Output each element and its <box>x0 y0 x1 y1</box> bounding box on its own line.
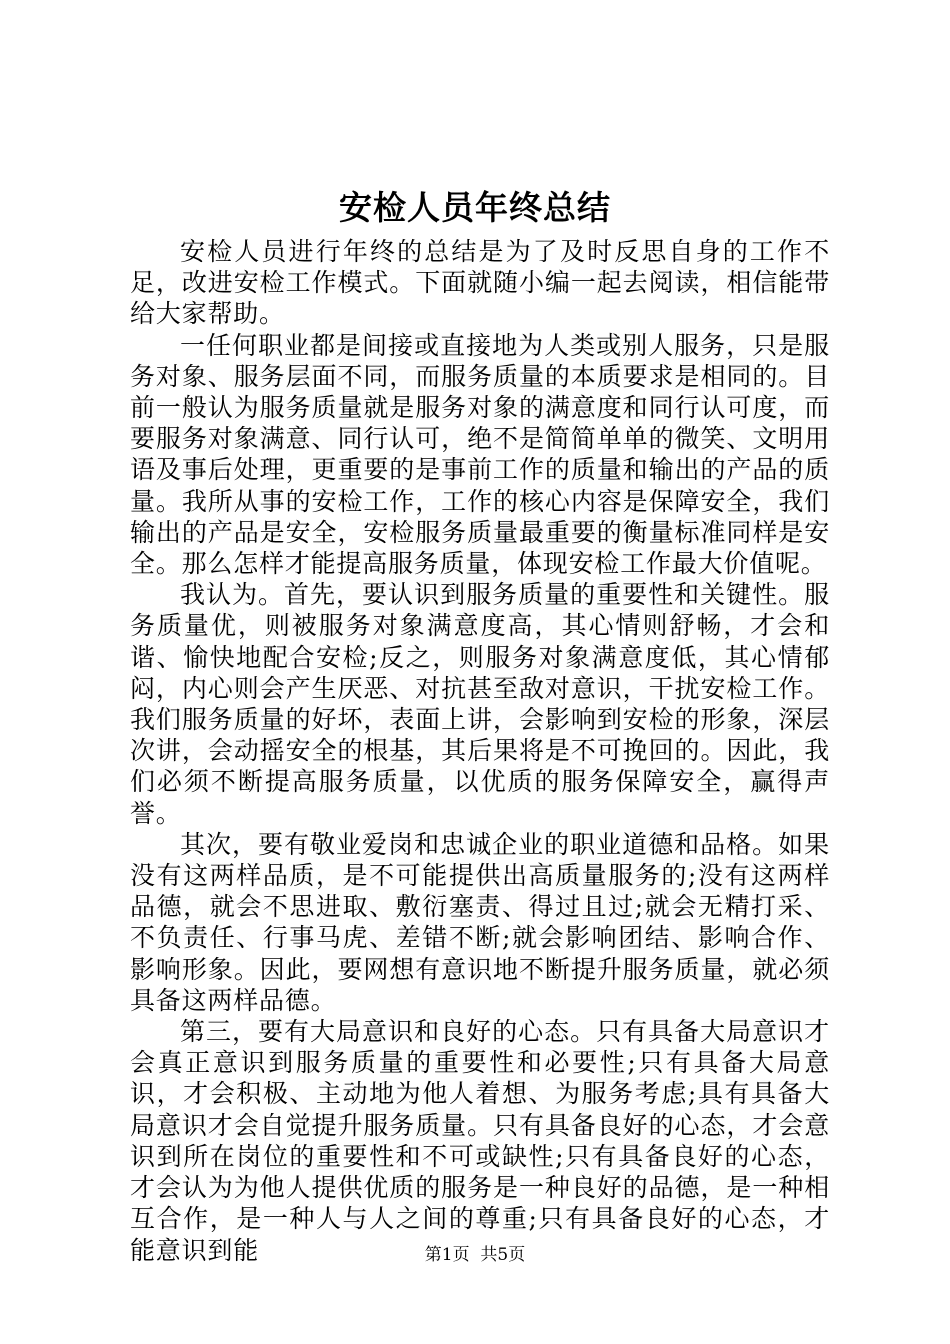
paragraph-first-point: 我认为。首先，要认识到服务质量的重要性和关键性。服务质量优，则被服务对象满意度高，其心情则舒畅，才会和谐、愉快地配合安检;反之，则服务对象满意度低，其心情郁闷，内心则会产生厌恶、对抗甚至敌对意识，干扰安检工作。我们服务质量的好坏，表面上讲，会影响到安检的形象，深层次讲，会动摇安全的根基，其后果将是不可挽回的。因此，我们必须不断提高服务质量，以优质的服务保障安全，赢得声誉。 <box>130 580 830 828</box>
paragraph-service-quality: 一任何职业都是间接或直接地为人类或别人服务，只是服务对象、服务层面不同，而服务质量的本质要求是相同的。目前一般认为服务质量就是服务对象的满意度和同行认可度，而要服务对象满意、同行认可，绝不是简简单单的微笑、文明用语及事后处理，更重要的是事前工作的质量和输出的产品的质量。我所从事的安检工作，工作的核心内容是保障安全，我们输出的产品是安全，安检服务质量最重要的衡量标准同样是安全。那么怎样才能提高服务质量，体现安检工作最大价值呢。 <box>130 330 830 579</box>
page-footer <box>0 1244 950 1266</box>
page-number: 第1页 <box>424 1245 470 1265</box>
paragraph-intro: 安检人员进行年终的总结是为了及时反思自身的工作不足，改进安检工作模式。下面就随小编一起去阅读，相信能带给大家帮助。 <box>130 237 830 329</box>
paragraph-second-point: 其次，要有敬业爱岗和忠诚企业的职业道德和品格。如果没有这两样品质，是不可能提供出高质量服务的;没有这两样品德，就会不思进取、敷衍塞责、得过且过;就会无精打采、不负责任、行事马虎、差错不断;就会影响团结、影响合作、影响形象。因此，要网想有意识地不断提升服务质量，就必须具备这两样品德。 <box>130 829 830 1015</box>
page-total: 共5页 <box>480 1245 526 1265</box>
footer-spacer <box>470 1245 481 1265</box>
paragraph-third-point: 第三，要有大局意识和良好的心态。只有具备大局意识才会真正意识到服务质量的重要性和必要性;只有具备大局意识，才会积极、主动地为他人着想、为服务考虑;具有具备大局意识才会自觉提升服务质量。只有具备良好的心态，才会意识到所在岗位的重要性和不可或缺性;只有具备良好的心态，才会认为为他人提供优质的服务是一种良好的品德，是一种相互合作，是一种人与人之间的尊重;只有具备良好的心态，才能意识到能 <box>130 1017 830 1265</box>
document-title: 安检人员年终总结 <box>339 188 611 227</box>
document-body <box>130 236 830 1266</box>
